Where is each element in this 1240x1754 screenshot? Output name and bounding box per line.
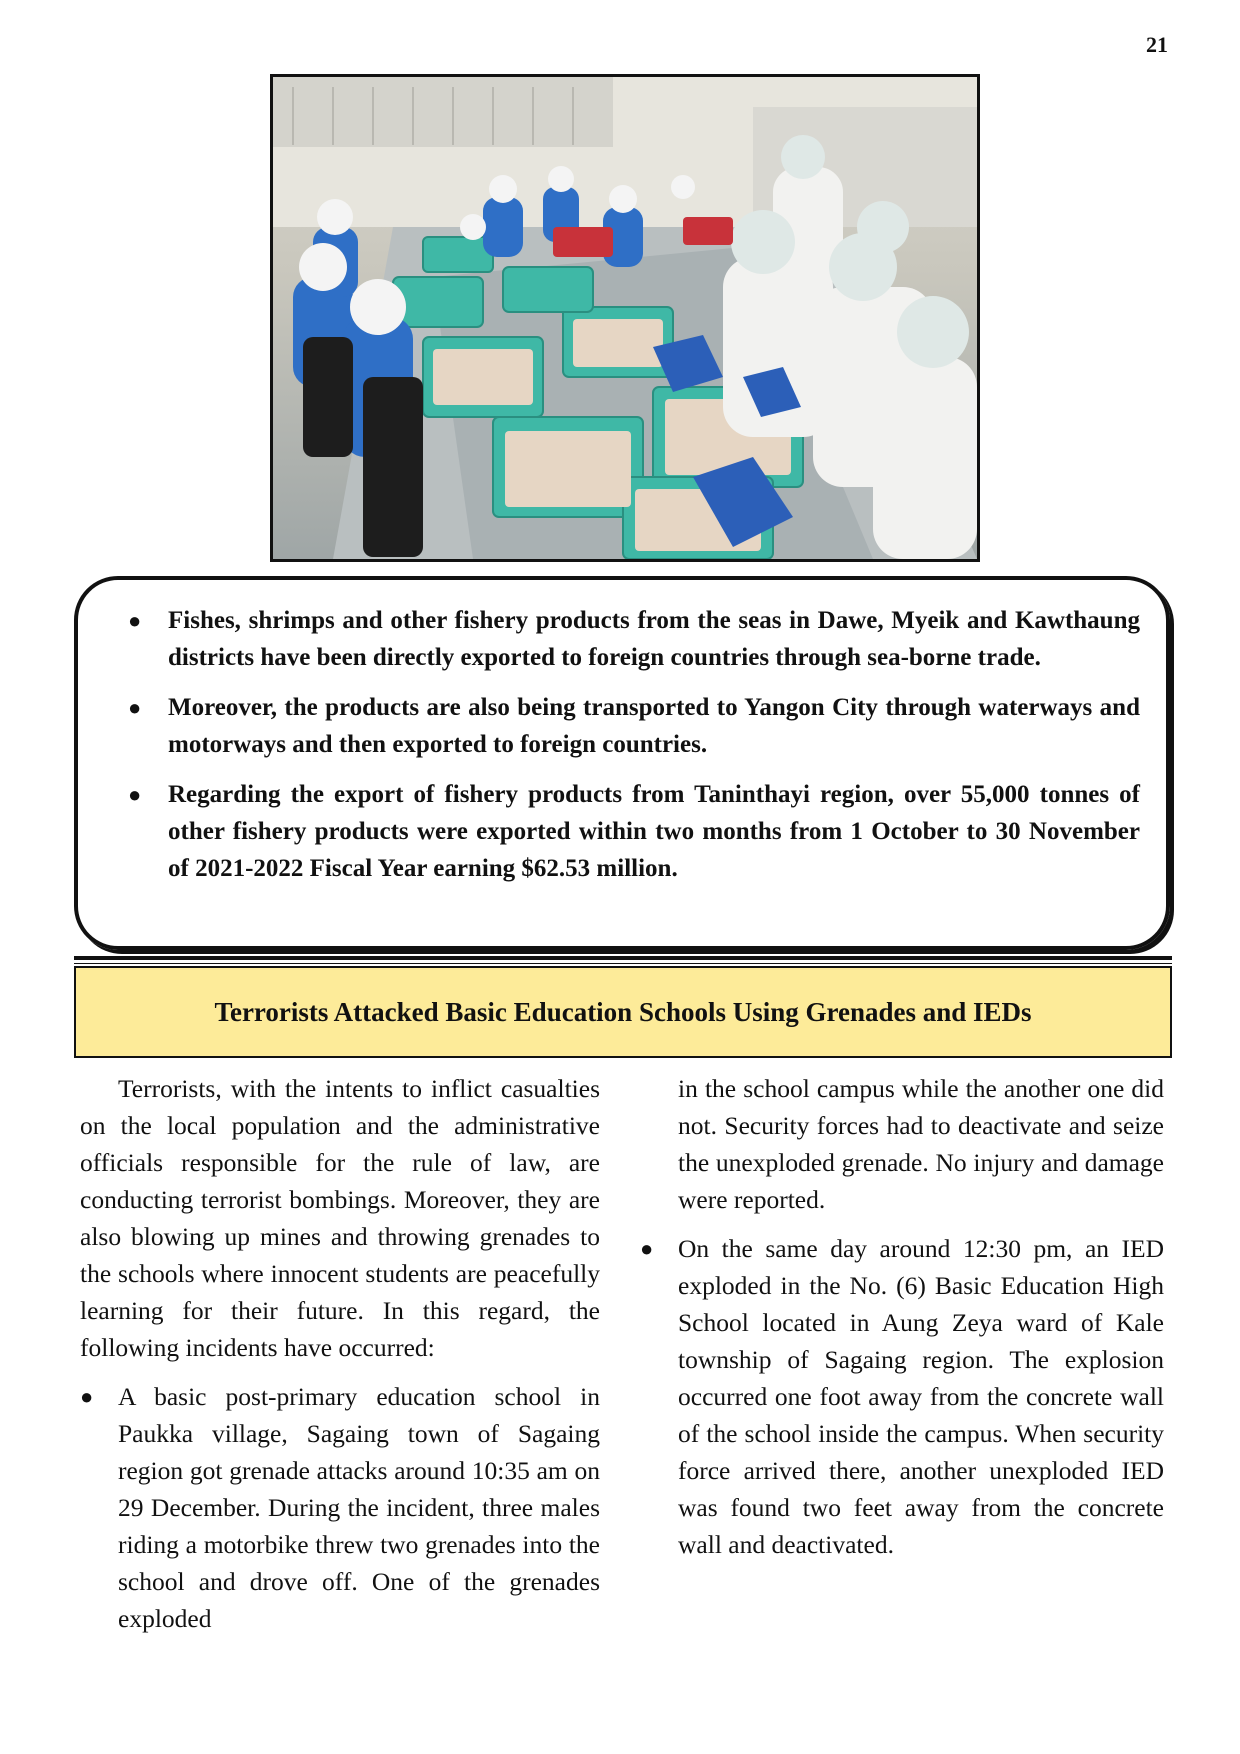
list-item [126, 776, 1140, 887]
list-item [126, 602, 1140, 676]
article-intro: Terrorists, with the intents to inflict casualties on the local population and the administrative officials responsible for the rule of law, are conducting terrorist bombings. Moreover, they are also blowing up mines and throwing grenades to the schools where innocent students are peacefully learning for their future. In this regard, the following incidents have occurred: [80, 1074, 600, 1362]
article-column-right [640, 1070, 1164, 1563]
section-title-box [74, 966, 1172, 1058]
divider [74, 956, 1172, 960]
fish-processing-photo [270, 74, 980, 562]
bullet-icon: ● [128, 695, 142, 720]
bullet-icon: ● [128, 608, 142, 633]
incident-1-continued-text: in the school campus while the another one did not. Security forces had to deactivate and seize the unexploded grenade. No injury and damage were reported. [678, 1074, 1164, 1214]
bullet-text: Moreover, the products are also being transported to Yangon City through waterways and motorways and then exported to foreign countries. [168, 694, 1140, 758]
section-title: Terrorists Attacked Basic Education Schools Using Grenades and IEDs [214, 996, 1032, 1027]
fishery-bullet-list [126, 602, 1140, 887]
list-item [80, 1378, 600, 1637]
bullet-icon: ● [80, 1384, 94, 1409]
fishery-info-box [74, 576, 1170, 950]
article-column-left [80, 1070, 600, 1637]
bullet-text: Regarding the export of fishery products from Taninthayi region, over 55,000 tonnes of other fishery products were exported within two months from 1 October to 30 November of 2021-2022 Fiscal Year earning $62.53 million. [168, 781, 1140, 882]
page-number: 21 [1146, 32, 1168, 57]
list-item [640, 1230, 1164, 1563]
list-item [640, 1070, 1164, 1218]
photo-illustration [273, 77, 977, 559]
divider [74, 963, 1172, 964]
bullet-icon: ● [128, 782, 142, 807]
incident-2-text: On the same day around 12:30 pm, an IED exploded in the No. (6) Basic Education High School located in Aung Zeya ward of Kale township of Sagaing region. The explosion occurred one foot away from the concrete wall of the school inside the campus. When security force arrived there, another unexploded IED was found two feet away from the concrete wall and deactivated. [678, 1234, 1164, 1559]
incident-1-text: A basic post-primary education school in Paukka village, Sagaing town of Sagaing region got grenade attacks around 10:35 am on 29 December. During the incident, three males riding a motorbike threw two grenades into the school and drove off. One of the grenades exploded [118, 1382, 600, 1633]
bullet-icon: ● [640, 1236, 654, 1261]
bullet-text: Fishes, shrimps and other fishery products from the seas in Dawe, Myeik and Kawthaung districts have been directly exported to foreign countries through sea-borne trade. [168, 607, 1140, 671]
list-item [126, 689, 1140, 763]
